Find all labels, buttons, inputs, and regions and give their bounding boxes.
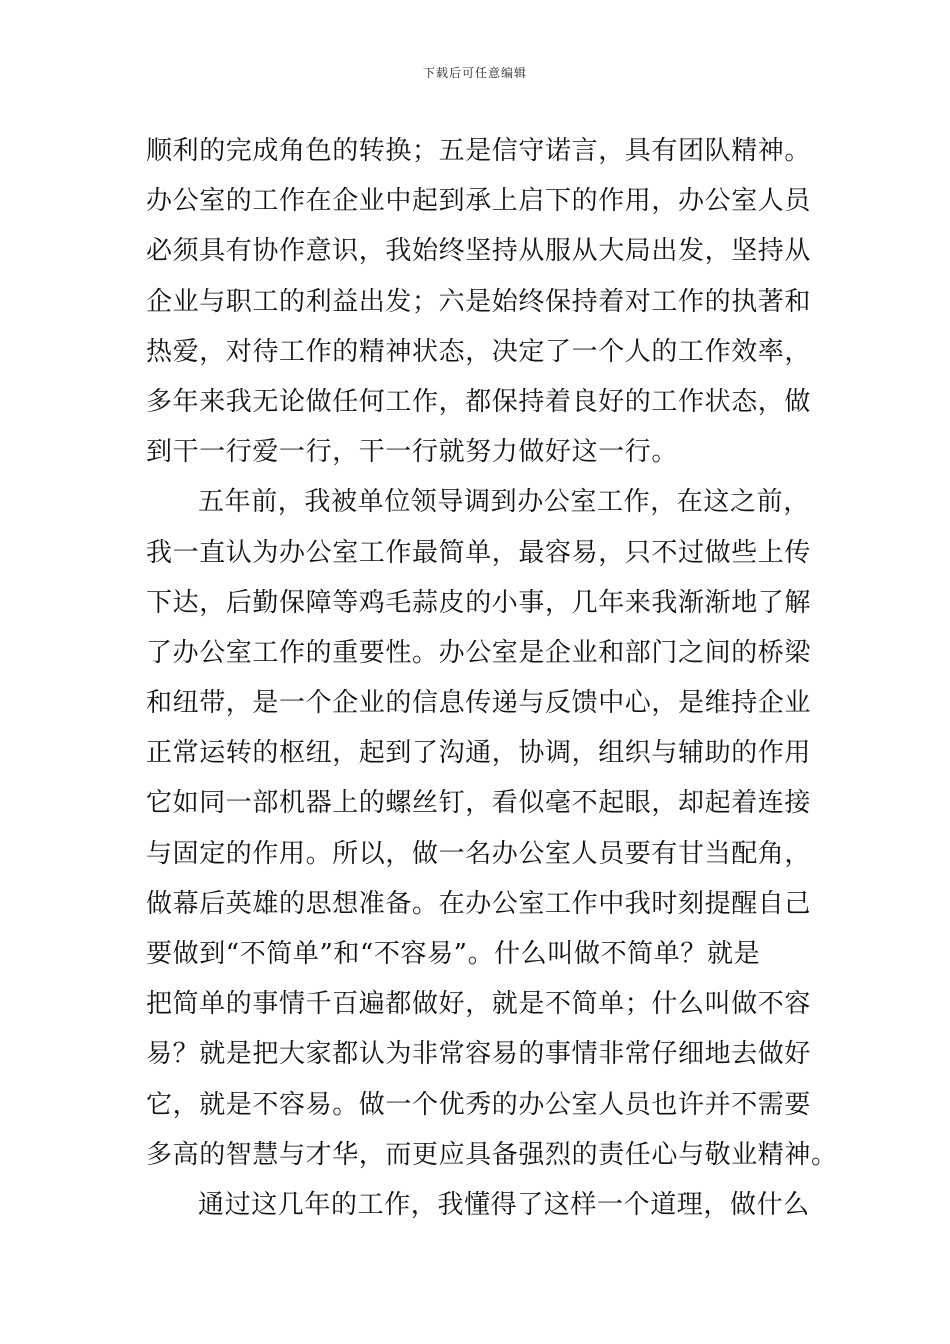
text-line: 热爱，对待工作的精神状态，决定了一个人的工作效率， (146, 336, 812, 367)
text-line: 和纽带，是一个企业的信息传递与反馈中心，是维持企业 (146, 688, 812, 719)
text-line: 它如同一部机器上的螺丝钉，看似毫不起眼，却起着连接 (146, 788, 812, 819)
paragraph-start-line: 通过这几年的工作，我懂得了这样一个道理，做什么 (198, 1189, 810, 1220)
text-line: 它，就是不容易。做一个优秀的办公室人员也许并不需要 (146, 1089, 812, 1120)
header-note: 下载后可任意编辑 (422, 66, 527, 80)
text-line: 顺利的完成角色的转换；五是信守诺言，具有团队精神。 (146, 136, 812, 166)
text-line: 易？就是把大家都认为非常容易的事情非常仔细地去做好 (146, 1039, 812, 1070)
text-line: 多高的智慧与才华，而更应具备强烈的责任心与敬业精神。 (146, 1139, 838, 1170)
text-line: 正常运转的枢纽，起到了沟通，协调，组织与辅助的作用 (146, 738, 812, 769)
text-line: 与固定的作用。所以，做一名办公室人员要有甘当配角， (146, 838, 812, 869)
text-line: 必须具有协作意识，我始终坚持从服从大局出发，坚持从 (146, 236, 812, 267)
paragraph-start-line: 五年前，我被单位领导调到办公室工作，在这之前， (198, 487, 810, 518)
text-line: 了办公室工作的重要性。办公室是企业和部门之间的桥梁 (146, 637, 812, 668)
text-line: 我一直认为办公室工作最简单，最容易，只不过做些上传 (146, 537, 812, 568)
document-body (146, 126, 838, 1230)
text-line: 做幕后英雄的思想准备。在办公室工作中我时刻提醒自己 (146, 888, 812, 919)
text-line: 下达，后勤保障等鸡毛蒜皮的小事，几年来我渐渐地了解 (146, 587, 812, 618)
text-line: 要做到“不简单”和“不容易”。什么叫做不简单？就是 (146, 939, 761, 969)
text-line: 办公室的工作在企业中起到承上启下的作用，办公室人员 (146, 186, 812, 217)
text-line: 企业与职工的利益出发；六是始终保持着对工作的执著和 (146, 286, 812, 317)
text-line: 到干一行爱一行，干一行就努力做好这一行。 (146, 437, 679, 468)
text-line: 多年来我无论做任何工作，都保持着良好的工作状态，做 (146, 386, 812, 417)
text-line: 把简单的事情千百遍都做好，就是不简单；什么叫做不容 (146, 989, 812, 1020)
